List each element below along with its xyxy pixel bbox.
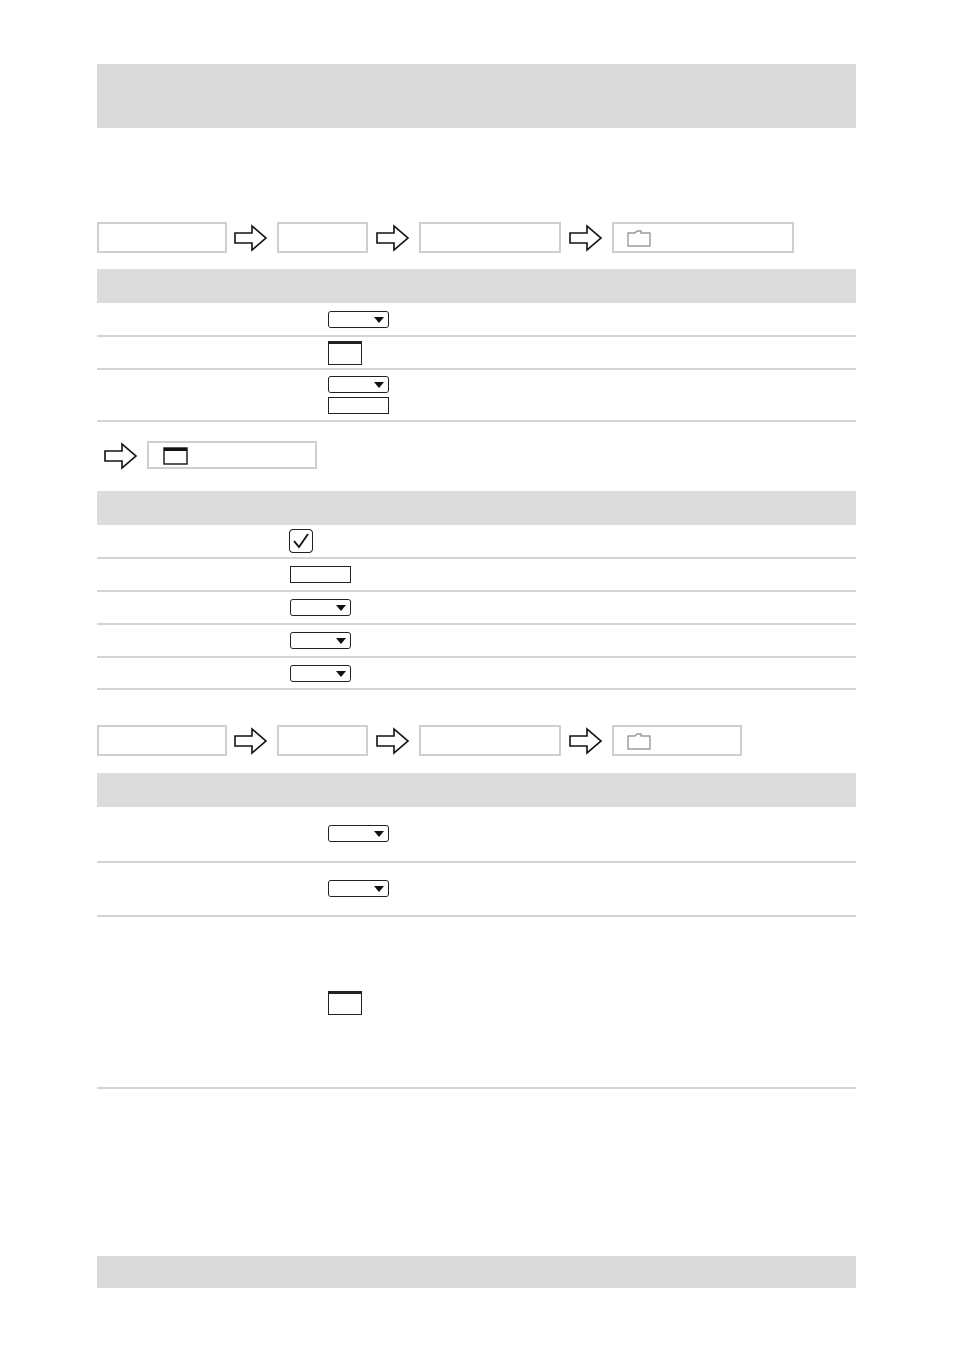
arrow-right-icon [569, 224, 603, 252]
arrow-right-icon [234, 727, 268, 755]
subpath-box [147, 441, 317, 469]
path1-step-1 [97, 222, 227, 253]
table-row [97, 559, 856, 591]
table2-bottom-rule [97, 688, 856, 690]
dropdown-select[interactable] [290, 599, 351, 616]
dropdown-select[interactable] [290, 665, 351, 682]
arrow-right-icon [569, 727, 603, 755]
path2-step-4 [612, 725, 742, 756]
table-row [97, 592, 856, 624]
arrow-right-icon [376, 224, 410, 252]
path1-step-2 [277, 222, 368, 253]
path2-step-2 [277, 725, 368, 756]
table3-header [97, 773, 856, 807]
table-row [97, 625, 856, 657]
table-row [97, 337, 856, 369]
checkbox[interactable] [289, 529, 313, 553]
path1-step-3 [419, 222, 561, 253]
folder-icon [627, 230, 651, 247]
table1-bottom-rule [97, 420, 856, 422]
dropdown-select[interactable] [290, 632, 351, 649]
dropdown-select[interactable] [328, 825, 389, 842]
folder-icon [627, 733, 651, 750]
table-row [97, 863, 856, 915]
header-band [97, 64, 856, 128]
footer-band [97, 1256, 856, 1288]
window-icon [163, 447, 188, 465]
arrow-right-icon [376, 727, 410, 755]
path2-step-1 [97, 725, 227, 756]
table-row [97, 370, 856, 420]
table-row [97, 807, 856, 861]
button-control[interactable] [328, 991, 362, 1015]
text-field[interactable] [290, 566, 351, 583]
checkmark-icon [292, 532, 310, 550]
table3-bottom-rule [97, 1087, 856, 1089]
table-row [97, 303, 856, 336]
arrow-right-icon [234, 224, 268, 252]
table-row [97, 525, 856, 557]
table-row [97, 917, 856, 1087]
dropdown-select[interactable] [328, 311, 389, 328]
path1-step-4 [612, 222, 794, 253]
table2-header [97, 491, 856, 525]
button-control[interactable] [328, 341, 362, 365]
dropdown-select[interactable] [328, 880, 389, 897]
arrow-right-icon [104, 442, 138, 470]
dropdown-select[interactable] [328, 376, 389, 393]
table1-header [97, 269, 856, 303]
path2-step-3 [419, 725, 561, 756]
table-row [97, 658, 856, 689]
text-field[interactable] [328, 397, 389, 414]
